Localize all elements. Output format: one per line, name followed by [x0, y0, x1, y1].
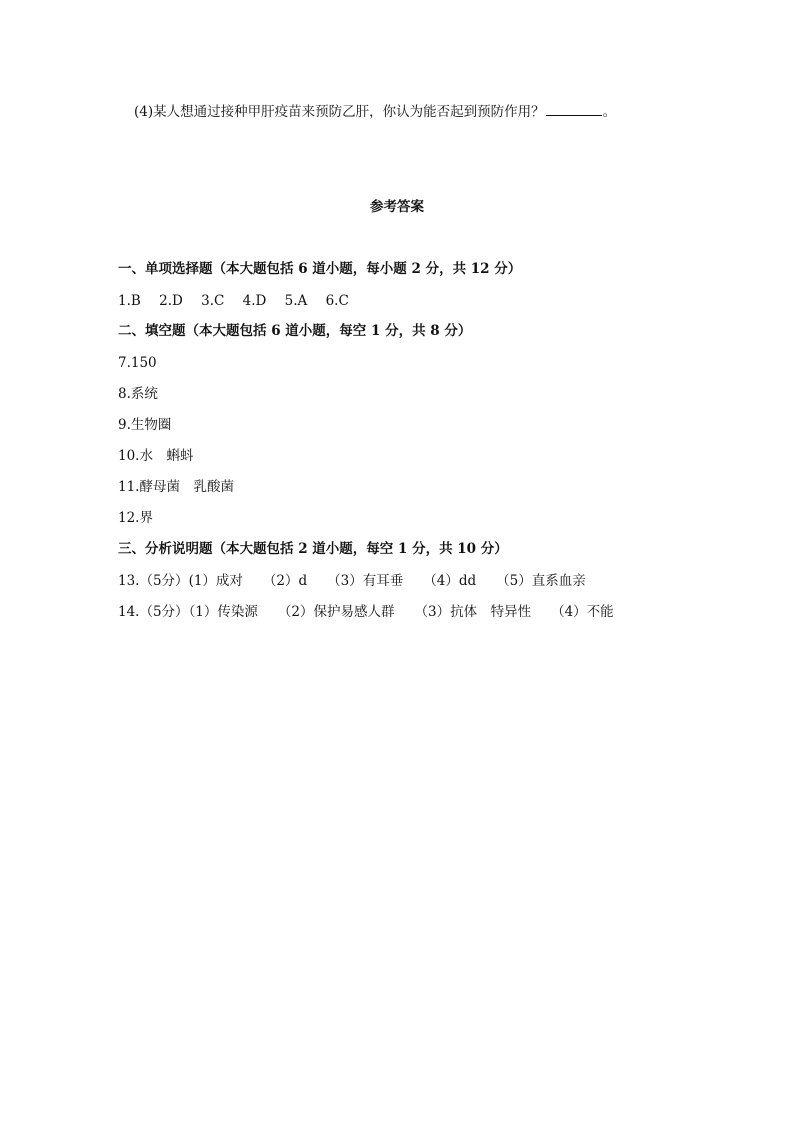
answer-14: [118, 603, 614, 621]
answer-12: 12.界: [118, 510, 153, 526]
answer-14-part-4: （4）不能: [551, 604, 614, 620]
answer-14-prefix: 14.（5分）: [118, 604, 189, 620]
question-4: [134, 103, 616, 121]
answer-13-part-4: （4）dd: [423, 573, 477, 589]
section-3-heading: 三、分析说明题（本大题包括 2 道小题，每空 1 分，共 10 分）: [118, 541, 508, 557]
answer-3: 3.C: [201, 293, 225, 309]
section-2-heading: 二、填空题（本大题包括 6 道小题，每空 1 分，共 8 分）: [118, 323, 472, 339]
answer-6: 6.C: [325, 293, 349, 309]
answer-13-part-2: （2）d: [262, 573, 308, 589]
answer-13: [118, 572, 586, 590]
answer-13-part-3: （3）有耳垂: [327, 573, 404, 589]
section-1-answers: [118, 292, 349, 310]
answer-10: 10.水 蝌蚪: [118, 448, 194, 464]
section-1-heading: 一、单项选择题（本大题包括 6 道小题，每小题 2 分，共 12 分）: [118, 261, 522, 277]
answer-14-part-1: （1）传染源: [188, 604, 258, 620]
answer-blank: [546, 103, 602, 116]
answer-9: 9.生物圈: [118, 417, 172, 433]
question-4-end: 。: [602, 104, 617, 120]
answer-title: 参考答案: [370, 199, 424, 215]
answer-2: 2.D: [159, 293, 183, 309]
answer-13-part-5: （5）直系血亲: [496, 573, 586, 589]
answer-5: 5.A: [284, 293, 308, 309]
answer-4: 4.D: [242, 293, 267, 309]
answer-13-prefix: 13.（5分）: [118, 573, 189, 589]
answer-14-part-3: （3）抗体 特异性: [414, 604, 532, 620]
answer-14-part-2: （2）保护易感人群: [277, 604, 395, 620]
answer-7: 7.150: [118, 355, 157, 371]
answer-1: 1.B: [118, 293, 141, 309]
question-4-text: (4)某人想通过接种甲肝疫苗来预防乙肝，你认为能否起到预防作用？: [134, 104, 545, 120]
answer-13-part-1: (1）成对: [188, 573, 243, 589]
answer-8: 8.系统: [118, 386, 158, 402]
answer-11: 11.酵母菌 乳酸菌: [118, 479, 234, 495]
